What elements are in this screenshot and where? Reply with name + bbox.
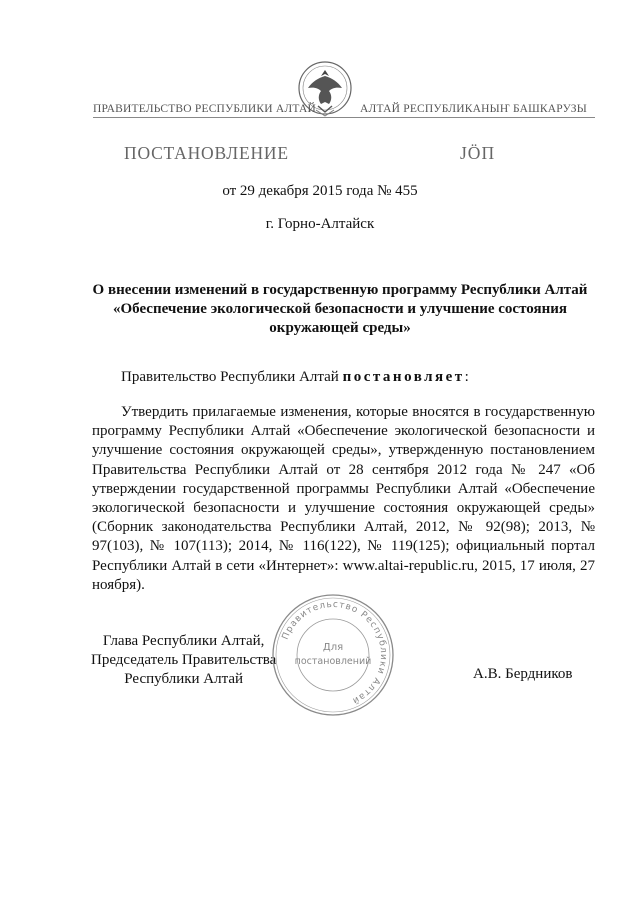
signatory-position — [91, 632, 276, 689]
document-title — [70, 281, 610, 338]
preamble-colon: : — [464, 369, 469, 385]
government-name-russian: ПРАВИТЕЛЬСТВО РЕСПУБЛИКИ АЛТАЙ — [93, 103, 317, 115]
document-type-russian: ПОСТАНОВЛЕНИЕ — [124, 143, 289, 163]
stamp-center-line2: постановлений — [294, 656, 372, 667]
document-type-altai: JӦП — [460, 143, 496, 163]
stamp-ring-text: Правительство Республики Алтай — [280, 599, 389, 706]
stamp-center-line1: Для — [322, 642, 344, 653]
preamble-subject: Правительство Республики Алтай — [121, 369, 339, 385]
signatory-line: Республики Алтай — [124, 671, 244, 687]
signatory-name: А.В. Бердников — [473, 666, 573, 682]
preamble-verb: постановляет — [342, 369, 465, 385]
document-date-number: от 29 декабря 2015 года № 455 — [222, 183, 418, 199]
official-stamp — [270, 592, 396, 718]
title-line: окружающей среды» — [269, 320, 411, 336]
title-line: О внесении изменений в государственную программу Республики Алтай — [92, 282, 588, 298]
signatory-line: Глава Республики Алтай, — [102, 633, 265, 649]
signatory-line: Председатель Правительства — [91, 652, 277, 668]
title-line: «Обеспечение экологической безопасности и улучшение состояния — [113, 301, 567, 317]
header-divider — [93, 117, 595, 118]
government-name-altai: АЛТАЙ РЕСПУБЛИКАНЫҤ БАШКАРУЗЫ — [360, 103, 587, 115]
preamble — [121, 369, 469, 386]
document-city: г. Горно-Алтайск — [265, 216, 375, 232]
resolution-body: Утвердить прилагаемые изменения, которые вносятся в государственную программу Республики Алтай «Обеспечение экологической безопасности и улучшение состояния окружающей среды», утвержденную постановлением Правительства Республики Алтай от 28 сентября 2012 года № 247 «Об утверждении государственной программы Республики Алтай «Обеспечение экологической безопасности и улучшение состояния окружающей среды» (Сборник законодательства Республики Алтай, 2012, № 92(98); 2013, № 97(103), № 107(113); 2014, № 116(122), № 119(125); официальный портал Республики Алтай в сети «Интернет»: www.altai-republic.ru, 2015, 17 июля, 27 ноября). — [92, 404, 595, 593]
